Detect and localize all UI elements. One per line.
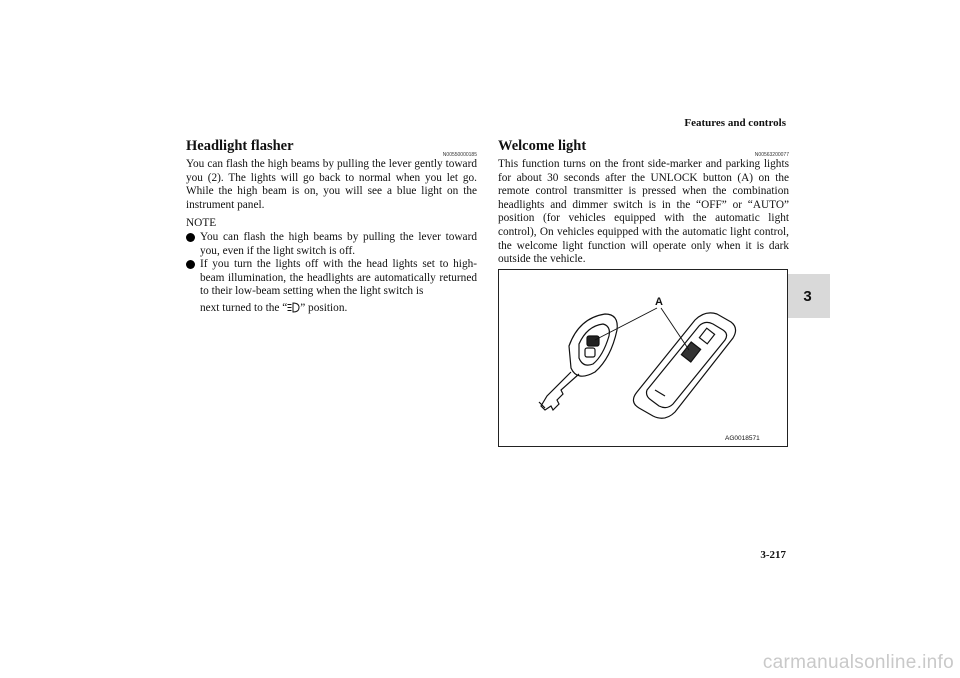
callout-label: A [655,296,663,308]
section-body: This function turns on the front side-marker and parking lights for about 30 seconds after the UNLOCK button (A) on the remote control transmitter is pressed when the combination headlights and dimmer switch is in the “OFF” or “AUTO” position (for vehicles equipped with the automatic light control), On vehicles equipped with the automatic light control, the welcome light function will operate only when it is dark outside the vehicle. [498,158,789,266]
note-item [186,231,477,258]
watermark: carmanualsonline.info [762,652,954,673]
note-text: You can flash the high beams by pulling the lever toward you, even if the light switch is off. [200,230,477,257]
section-body: You can flash the high beams by pulling the lever gently toward you (2). The lights will go back to normal when you let go. While the high beam is on, you will see a blue light on the instrument panel. [186,158,477,211]
section-header: Features and controls [684,117,786,129]
note-tail-prefix: next turned to the “ [200,301,288,314]
section-title: Welcome light [498,138,587,154]
remote-fob-icon [633,313,735,418]
note-item [186,258,477,315]
note-tail-suffix: ” position. [300,301,348,314]
key-figure [498,269,788,447]
headlight-flasher-section [186,138,477,316]
headlight-icon [287,302,300,313]
key-illustration [499,270,787,446]
note-tail [200,302,477,316]
section-code: N00563200077 [754,152,789,158]
leader-line [661,308,689,350]
note-label: NOTE [186,217,217,230]
bullet-icon [186,260,195,269]
section-title: Headlight flasher [186,138,294,154]
note-list [186,231,477,316]
welcome-light-section [498,138,789,267]
bullet-icon [186,233,195,242]
key-icon [539,314,617,410]
page-number: 3-217 [760,549,786,561]
note-text: If you turn the lights off with the head lights set to high-beam illumination, the headlights are automatically returned to their low-beam setting when the light switch is [200,258,477,298]
section-code: N00550000185 [442,152,477,158]
figure-code: AG0018571 [725,435,760,442]
chapter-tab: 3 [785,274,830,318]
